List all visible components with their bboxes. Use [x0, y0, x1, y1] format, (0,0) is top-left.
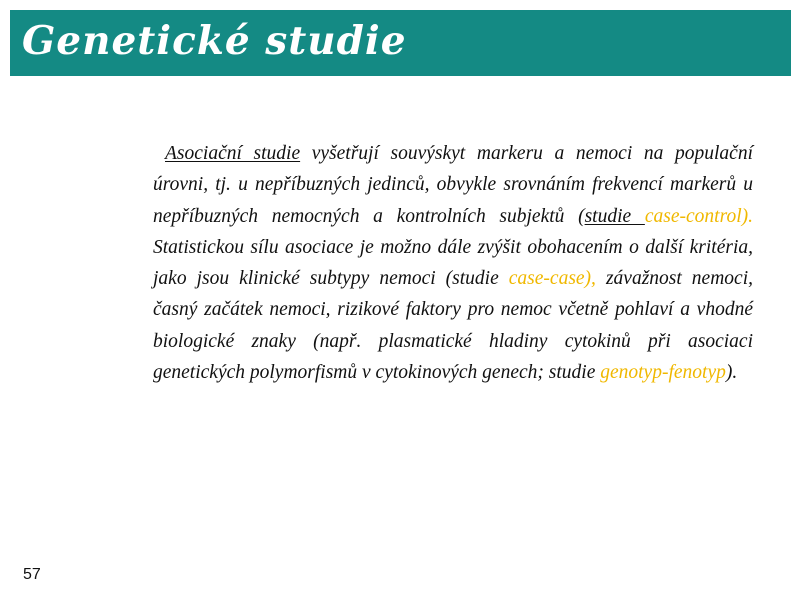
- body-text-segment: ).: [725, 362, 738, 384]
- term-case-case: case-case),: [508, 268, 596, 290]
- body-text-segment: závažnost nemoci, časný začátek nemoci, rizikové faktory pro nemoc včetně pohlaví a vhodné biologické znaky (např. plasmatické hladiny cytokinů při asociaci genetických polymorfismů v cytokinových genech; studie: [153, 268, 753, 384]
- slide-title: Genetické studie: [22, 18, 407, 64]
- term-study-underlined: studie: [584, 205, 645, 227]
- term-case-control: case-control).: [644, 205, 753, 227]
- title-bar: [10, 10, 791, 76]
- term-genotype-phenotype: genotyp-fenotyp: [600, 362, 726, 384]
- body-text-segment: Statistickou sílu asociace je možno dále zvýšit obohacením o další kritéria, jako jsou klinické subtypy nemoci (studie: [153, 236, 753, 290]
- body-text-segment: vyšetřují souvýskyt markeru a nemoci na populační úrovni, tj. u nepříbuzných jedinců, obvykle srovnáním frekvencí markerů u nepříbuzných nemocných a kontrolních subjektů (: [153, 143, 753, 227]
- term-association-study: Asociační studie: [165, 143, 301, 164]
- page-number: 57: [23, 566, 41, 583]
- body-paragraph: [153, 138, 753, 388]
